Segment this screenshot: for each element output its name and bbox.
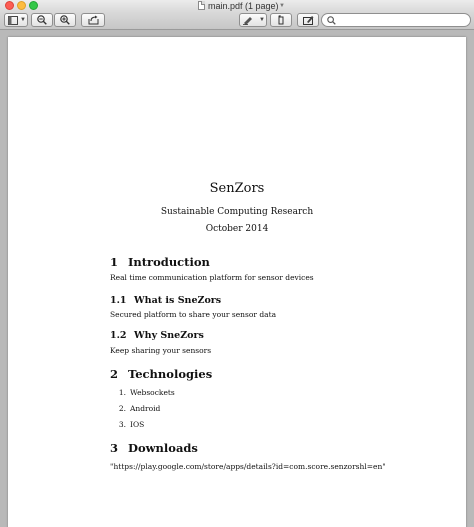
list-item (116, 404, 160, 413)
minimize-window-button[interactable] (17, 1, 26, 10)
edit-toolbox-icon (303, 15, 314, 25)
subsection-number: 1.2 (110, 330, 127, 341)
subsection-body: Keep sharing your sensors (110, 346, 212, 355)
list-item-text: IOS (130, 420, 145, 429)
list-item (116, 388, 175, 397)
annotate-button[interactable] (239, 13, 267, 27)
document-date: October 2014 (205, 224, 269, 234)
share-icon (88, 15, 99, 25)
zoom-in-icon (60, 15, 70, 25)
search-input[interactable] (339, 14, 467, 26)
list-item (116, 420, 144, 429)
zoom-out-icon (37, 15, 47, 25)
subsection-body: Secured platform to share your sensor data (110, 310, 277, 319)
zoom-out-button[interactable] (31, 13, 53, 27)
list-item-text: Android (130, 404, 161, 413)
section-title: Downloads (128, 441, 198, 455)
section-heading (110, 441, 198, 455)
section-title: Introduction (128, 255, 210, 269)
download-link-text: "https://play.google.com/store/apps/details?id=com.score.senzorshl=en" (110, 462, 386, 471)
title-menu-chevron-icon[interactable]: ▼ (279, 3, 285, 9)
document-viewer[interactable] (0, 31, 474, 527)
sidebar-view-button[interactable] (4, 13, 28, 27)
document-title: SenZors (209, 181, 265, 196)
section-heading (110, 255, 210, 269)
subsection-heading (110, 295, 221, 306)
section-number: 1 (110, 255, 119, 269)
chevron-down-icon: ▼ (259, 17, 265, 23)
subsection-heading (110, 330, 204, 341)
zoom-window-button[interactable] (29, 1, 38, 10)
subsection-title: Why SneZors (134, 330, 204, 341)
pdf-page[interactable] (8, 37, 466, 527)
section-title: Technologies (128, 367, 213, 381)
chevron-down-icon: ▼ (20, 17, 26, 23)
sidebar-icon (8, 16, 18, 25)
rotate-icon (276, 15, 286, 25)
section-number: 3 (110, 441, 119, 455)
subsection-title: What is SneZors (134, 295, 222, 306)
rotate-button[interactable] (270, 13, 292, 27)
section-heading (110, 367, 212, 381)
edit-toolbox-button[interactable] (297, 13, 319, 27)
window-title[interactable]: main.pdf (1 page) (208, 1, 279, 11)
pen-icon (243, 15, 254, 25)
pdf-document-icon[interactable] (198, 1, 205, 10)
list-marker: 1. (118, 388, 126, 397)
title-bar (0, 0, 474, 12)
section-number: 2 (110, 367, 119, 381)
document-subtitle: Sustainable Computing Research (160, 207, 314, 217)
toolbar (0, 12, 474, 30)
list-marker: 2. (118, 404, 126, 413)
zoom-in-button[interactable] (54, 13, 76, 27)
list-marker: 3. (118, 420, 126, 429)
section-body: Real time communication platform for sensor devices (110, 273, 314, 282)
close-window-button[interactable] (5, 1, 14, 10)
subsection-number: 1.1 (110, 295, 127, 306)
list-item-text: Websockets (130, 388, 175, 397)
search-field[interactable] (321, 13, 471, 27)
share-button[interactable] (81, 13, 105, 27)
